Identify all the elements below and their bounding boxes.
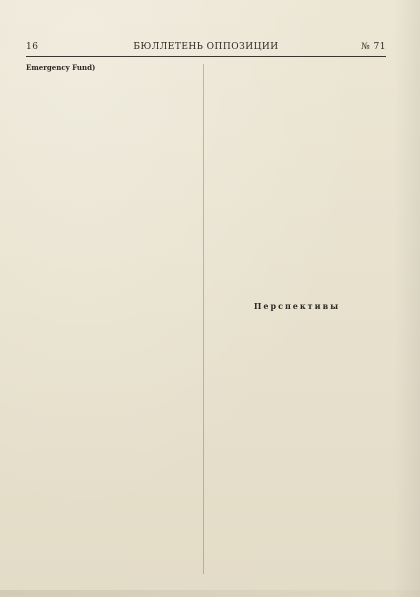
bottom-edge [0, 590, 420, 597]
running-title: БЮЛЛЕТЕНЬ ОППОЗИЦИИ [133, 42, 279, 52]
section-heading: Перспективы [253, 301, 341, 311]
page-fold-shadow [394, 0, 420, 597]
header-rule [26, 56, 386, 57]
left-column-lead: Emergency Fund) [26, 63, 96, 72]
left-column [26, 64, 196, 574]
page-header [26, 40, 386, 56]
page-number: 16 [26, 42, 39, 52]
issue-number: № 71 [361, 42, 386, 52]
column-gutter [203, 64, 204, 574]
right-column [212, 64, 382, 574]
